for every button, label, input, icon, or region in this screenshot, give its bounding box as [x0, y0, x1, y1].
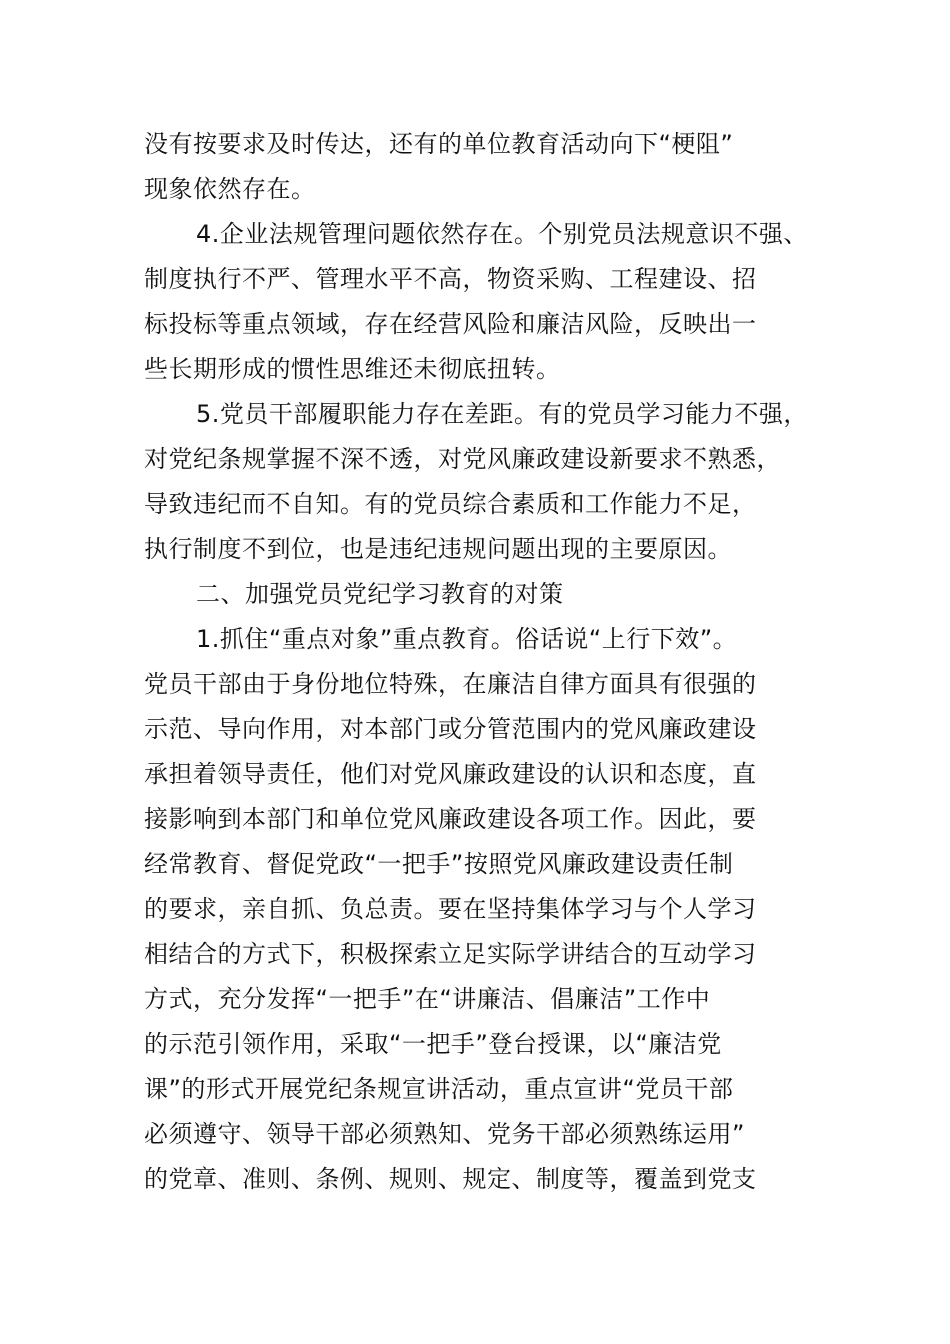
text-line: 制度执行不严、管理水平不高，物资采购、工程建设、招 — [144, 265, 757, 293]
text-line: 的示范引领作用，采取“一把手”登台授课，以“廉洁党 — [144, 1030, 722, 1058]
text-line: 5.党员干部履职能力存在差距。有的党员学习能力不强， — [196, 400, 808, 428]
text-line: 的要求，亲自抓、负总责。要在坚持集体学习与个人学习 — [144, 895, 757, 923]
text-line: 必须遵守、领导干部必须熟知、党务干部必须熟练运用” — [144, 1120, 745, 1148]
text-line: 标投标等重点领域，存在经营风险和廉洁风险，反映出一 — [144, 310, 757, 338]
text-line: 1.抓住“重点对象”重点教育。俗话说“上行下效”。 — [196, 625, 738, 653]
text-line: 现象依然存在。 — [144, 175, 316, 203]
text-line: 对党纪条规掌握不深不透，对党风廉政建设新要求不熟悉， — [144, 445, 781, 473]
text-line: 些长期形成的惯性思维还未彻底扭转。 — [144, 355, 561, 383]
text-line: 的党章、准则、条例、规则、规定、制度等，覆盖到党支 — [144, 1165, 757, 1193]
text-line: 相结合的方式下，积极探索立足实际学讲结合的互动学习 — [144, 940, 757, 968]
text-line: 课”的形式开展党纪条规宣讲活动，重点宣讲“党员干部 — [144, 1075, 734, 1103]
text-line: 示范、导向作用，对本部门或分管范围内的党风廉政建设 — [144, 715, 757, 743]
section-heading: 二、加强党员党纪学习教育的对策 — [196, 580, 564, 608]
text-line: 党员干部由于身份地位特殊，在廉洁自律方面具有很强的 — [144, 670, 757, 698]
text-line: 没有按要求及时传达，还有的单位教育活动向下“梗阻” — [144, 130, 734, 158]
text-line: 经常教育、督促党政“一把手”按照党风廉政建设责任制 — [144, 850, 734, 878]
text-line: 导致违纪而不自知。有的党员综合素质和工作能力不足， — [144, 490, 757, 518]
text-line: 执行制度不到位，也是违纪违规问题出现的主要原因。 — [144, 535, 732, 563]
text-line: 接影响到本部门和单位党风廉政建设各项工作。因此，要 — [144, 805, 757, 833]
text-line: 4.企业法规管理问题依然存在。个别党员法规意识不强、 — [196, 220, 808, 248]
text-line: 承担着领导责任，他们对党风廉政建设的认识和态度，直 — [144, 760, 757, 788]
text-line: 方式，充分发挥“一把手”在“讲廉洁、倡廉洁”工作中 — [144, 985, 711, 1013]
